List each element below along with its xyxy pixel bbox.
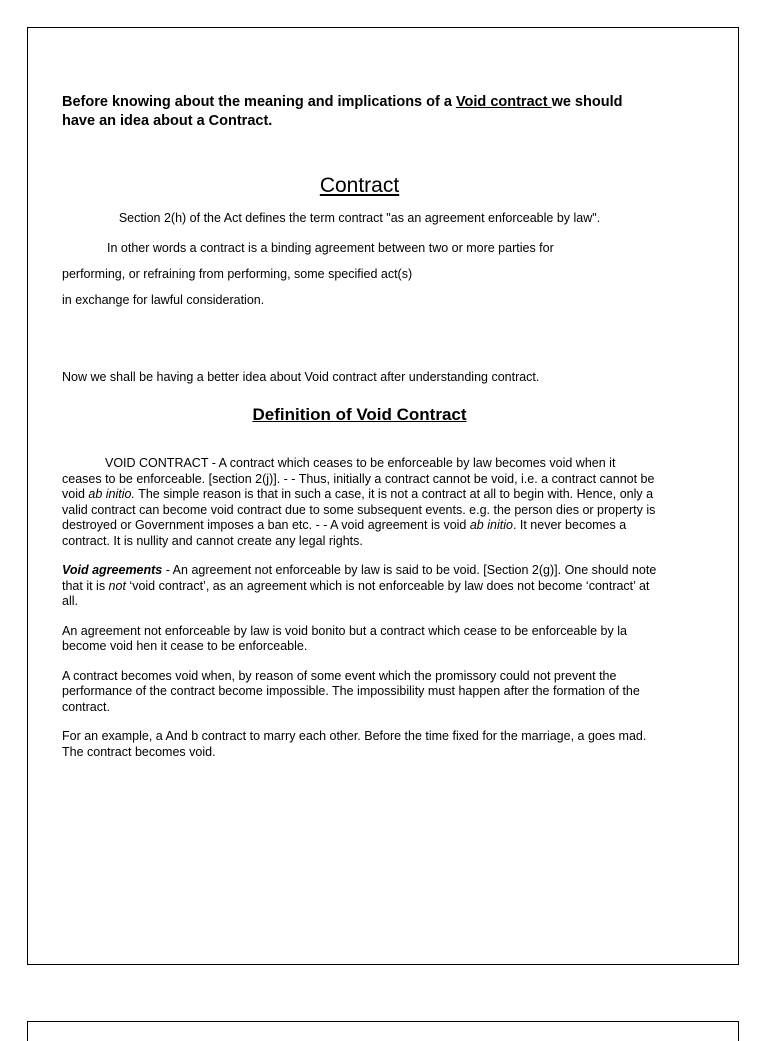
- other-words-line-1: In other words a contract is a binding agreement between two or more parties for: [107, 241, 554, 255]
- intro-text-before: Before knowing about the meaning and implications of a: [62, 94, 456, 110]
- void-contract-link[interactable]: Void contract: [455, 94, 552, 110]
- next-page-edge: [27, 1021, 739, 1041]
- intro-paragraph: [62, 93, 657, 131]
- contract-heading: Contract: [319, 174, 400, 197]
- impossibility-paragraph: A contract becomes void when, by reason of some event which the promissory could not prevent the performance of the contract become impossible. The impossibility must happen after the formation of the contract.: [62, 668, 640, 714]
- page-content: [62, 93, 657, 760]
- example-paragraph: For an example, a And b contract to marry each other. Before the time fixed for the marriage, a goes mad. The contract becomes void.: [62, 729, 647, 759]
- other-words-paragraph: [62, 235, 657, 313]
- void-bonito-paragraph: An agreement not enforceable by law is void bonito but a contract which cease to be enforceable by la become void hen it cease to be enforceable.: [62, 623, 627, 653]
- section-definition: Section 2(h) of the Act defines the term contract "as an agreement enforceable by law".: [118, 211, 601, 225]
- other-words-line-3: in exchange for lawful consideration.: [62, 293, 265, 307]
- void-contract-paragraph: VOID CONTRACT - A contract which ceases to be enforceable by law becomes void when it ceases to be enforceable. [section 2(j)]. - - Thus, initially a contract cannot be void, i.e. a contract cannot be void ab initio. The simple reason is that in such a case, it is not a contract at all to begin with. Hence, only a valid contract can become void contract due to some subsequent events. e.g. the person dies or property is destroyed or Government imposes a ban etc. - - A void agreement is void ab initio. It never becomes a contract. It is nullity and cannot create any legal rights.: [62, 456, 656, 548]
- void-agreements-term: Void agreements: [62, 563, 163, 577]
- now-paragraph: Now we shall be having a better idea about Void contract after understanding contract.: [62, 370, 540, 384]
- void-contract-heading: Definition of Void Contract: [252, 405, 467, 424]
- void-agreements-paragraph: Void agreements - An agreement not enforceable by law is said to be void. [Section 2(g)]. One should note that it is not ‘void contract’, as an agreement which is not enforceable by law does not become ‘contract’ at all.: [62, 563, 657, 608]
- other-words-line-2: performing, or refraining from performing, some specified act(s): [62, 267, 413, 281]
- intro-text-after: we should have an idea about a Contract.: [62, 94, 623, 129]
